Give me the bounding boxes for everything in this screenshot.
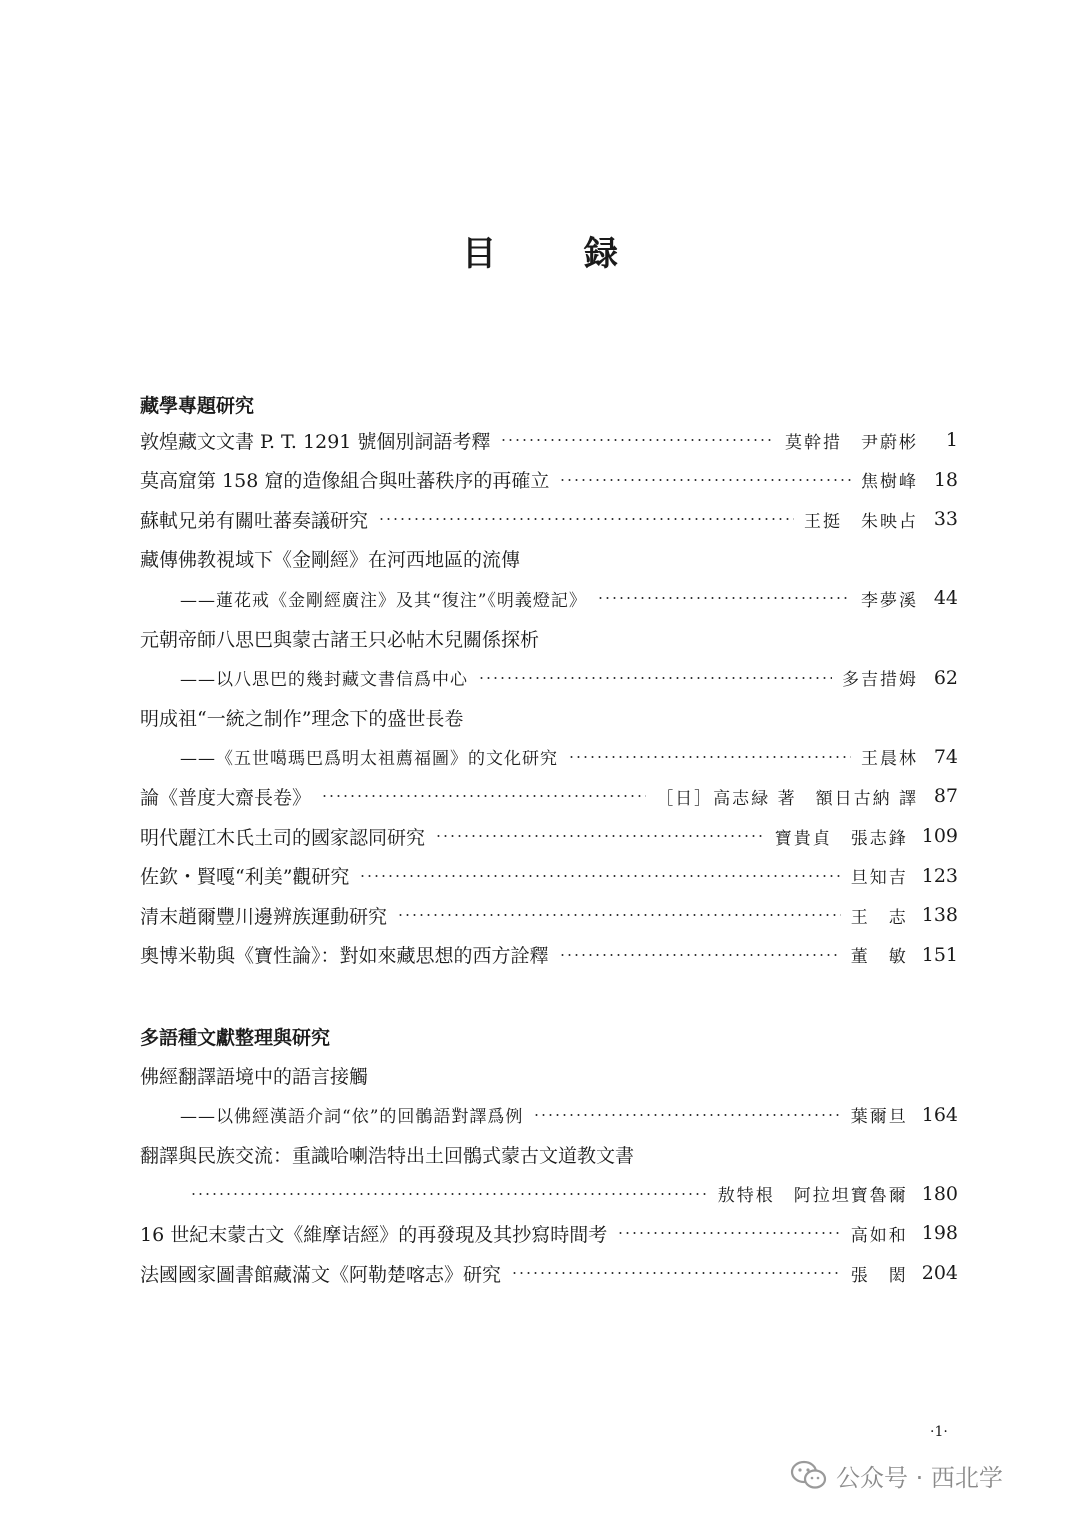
entry-authors: 高如和	[850, 1225, 908, 1246]
entry-title: ——以佛經漢語介詞“依”的回鶻語對譯爲例	[180, 1107, 524, 1128]
entry-authors: 莫幹措 尹蔚彬	[785, 432, 918, 453]
toc-entry[interactable]	[140, 623, 958, 653]
toc-entry[interactable]	[140, 781, 958, 811]
section-heading: 藏學專題研究	[140, 395, 255, 417]
entry-authors: 王挺 朱映占	[804, 511, 918, 532]
entry-authors: 李夢溪	[861, 590, 918, 611]
entry-page-number: 204	[921, 1262, 958, 1284]
dot-leader	[359, 875, 840, 877]
entry-page-number: 62	[933, 666, 958, 689]
entry-title: 元朝帝師八思巴與蒙古諸王只必帖木兒關係探析	[140, 628, 540, 651]
entry-title: ——《五世噶瑪巴爲明太祖薦福圖》的文化研究	[180, 749, 558, 770]
entry-authors: 寶貴貞 張志鋒	[774, 828, 908, 849]
entry-authors: 王晨林	[861, 749, 918, 770]
entry-page-number: 1	[945, 429, 958, 451]
entry-title: 翻譯與民族交流：重識哈喇浩特出土回鶻式蒙古文道教文書	[140, 1144, 635, 1167]
entry-title: 明代麗江木氏土司的國家認同研究	[140, 826, 426, 849]
dot-leader	[321, 795, 646, 797]
entry-title: 法國國家圖書館藏滿文《阿勒楚喀志》研究	[140, 1263, 502, 1286]
toc-entry[interactable]	[140, 861, 958, 891]
entry-title: 佐欽・賢嘎“利美”觀研究	[140, 866, 350, 889]
toc-entry[interactable]	[180, 742, 958, 772]
dot-leader	[559, 954, 841, 956]
entry-page-number: 180	[921, 1182, 958, 1205]
entry-page-number: 198	[921, 1222, 958, 1245]
entry-page-number: 138	[921, 904, 958, 927]
entry-title: 佛經翻譯語境中的語言接觸	[140, 1065, 369, 1088]
dot-leader	[190, 1193, 708, 1195]
entry-title: 藏傳佛教視域下《金剛經》在河西地區的流傳	[140, 549, 521, 572]
entry-title: 明成祖“一統之制作”理念下的盛世長卷	[140, 707, 464, 730]
entry-authors: 王 志	[850, 907, 908, 928]
dot-leader	[559, 479, 851, 481]
entry-authors: 旦知吉	[850, 868, 908, 889]
toc-entry[interactable]	[140, 1060, 958, 1090]
toc-entry[interactable]	[140, 821, 958, 851]
entry-authors: 焦樹峰	[861, 472, 918, 493]
entry-authors: 葉爾旦	[850, 1107, 908, 1128]
watermark-text: 公众号 · 西北学	[836, 1463, 1003, 1492]
entry-authors: 多吉措姆	[842, 670, 918, 691]
entry-page-number: 74	[933, 745, 958, 768]
entry-authors: 敖特根 阿拉坦寶魯爾	[717, 1186, 908, 1207]
toc-entry[interactable]	[180, 1100, 958, 1130]
entry-title: ——以八思巴的幾封藏文書信爲中心	[180, 670, 468, 691]
watermark	[790, 1458, 1003, 1492]
toc-entry[interactable]	[140, 465, 958, 495]
toc-entry[interactable]	[140, 940, 958, 970]
entry-page-number: 44	[933, 587, 958, 610]
section-heading: 多語種文獻整理與研究	[140, 1027, 331, 1049]
toc-entry[interactable]	[140, 1218, 958, 1248]
dot-leader	[478, 677, 832, 679]
toc-entry[interactable]	[180, 663, 958, 693]
entry-title: 清末趙爾豐川邊辨族運動研究	[140, 905, 388, 928]
entry-title: 敦煌藏文文書 P. T. 1291 號個別詞語考釋	[140, 430, 491, 453]
toc-entry[interactable]	[140, 900, 958, 930]
dot-leader	[568, 756, 851, 758]
dot-leader	[500, 439, 775, 441]
entry-page-number: 18	[933, 468, 958, 491]
dot-leader	[378, 518, 794, 520]
entry-page-number: 151	[921, 943, 958, 966]
entry-page-number: 87	[933, 785, 958, 808]
entry-page-number: 109	[921, 825, 958, 847]
entry-page-number: 164	[921, 1103, 958, 1126]
toc-entry[interactable]	[140, 504, 958, 534]
entry-title: 奧博米勒與《寶性論》：對如來藏思想的西方詮釋	[140, 945, 549, 968]
toc-entry[interactable]	[180, 1179, 958, 1209]
page-number: ·1·	[930, 1424, 948, 1440]
entry-page-number: 33	[933, 508, 958, 531]
entry-title: 16 世紀末蒙古文《維摩诘經》的再發現及其抄寫時間考	[140, 1223, 608, 1246]
entry-page-number: 123	[921, 864, 958, 887]
dot-leader	[533, 1114, 840, 1116]
toc-entry[interactable]	[140, 1139, 958, 1169]
dot-leader	[617, 1232, 841, 1234]
page-title: 目 録	[462, 234, 656, 274]
entry-title: ——蓮花戒《金剛經廣注》及其“復注”《明義燈記》	[180, 590, 587, 611]
dot-leader	[397, 914, 841, 916]
entry-authors: ［日］高志緑 著 額日古納 譯	[656, 788, 918, 809]
dot-leader	[511, 1272, 841, 1274]
dot-leader	[597, 597, 851, 599]
toc-entry[interactable]	[140, 702, 958, 732]
toc-entry[interactable]	[140, 1258, 958, 1288]
entry-authors: 董 敏	[850, 947, 908, 968]
entry-title: 莫高窟第 158 窟的造像組合與吐蕃秩序的再確立	[140, 470, 550, 493]
wechat-icon	[790, 1460, 828, 1490]
toc-entry[interactable]	[140, 544, 958, 574]
dot-leader	[435, 835, 765, 837]
toc-entry[interactable]	[140, 425, 958, 455]
entry-title: 論《普度大齋長卷》	[140, 786, 312, 809]
entry-authors: 張 閎	[850, 1265, 908, 1286]
entry-title: 蘇軾兄弟有關吐蕃奏議研究	[140, 509, 369, 532]
toc-entry[interactable]	[180, 583, 958, 613]
